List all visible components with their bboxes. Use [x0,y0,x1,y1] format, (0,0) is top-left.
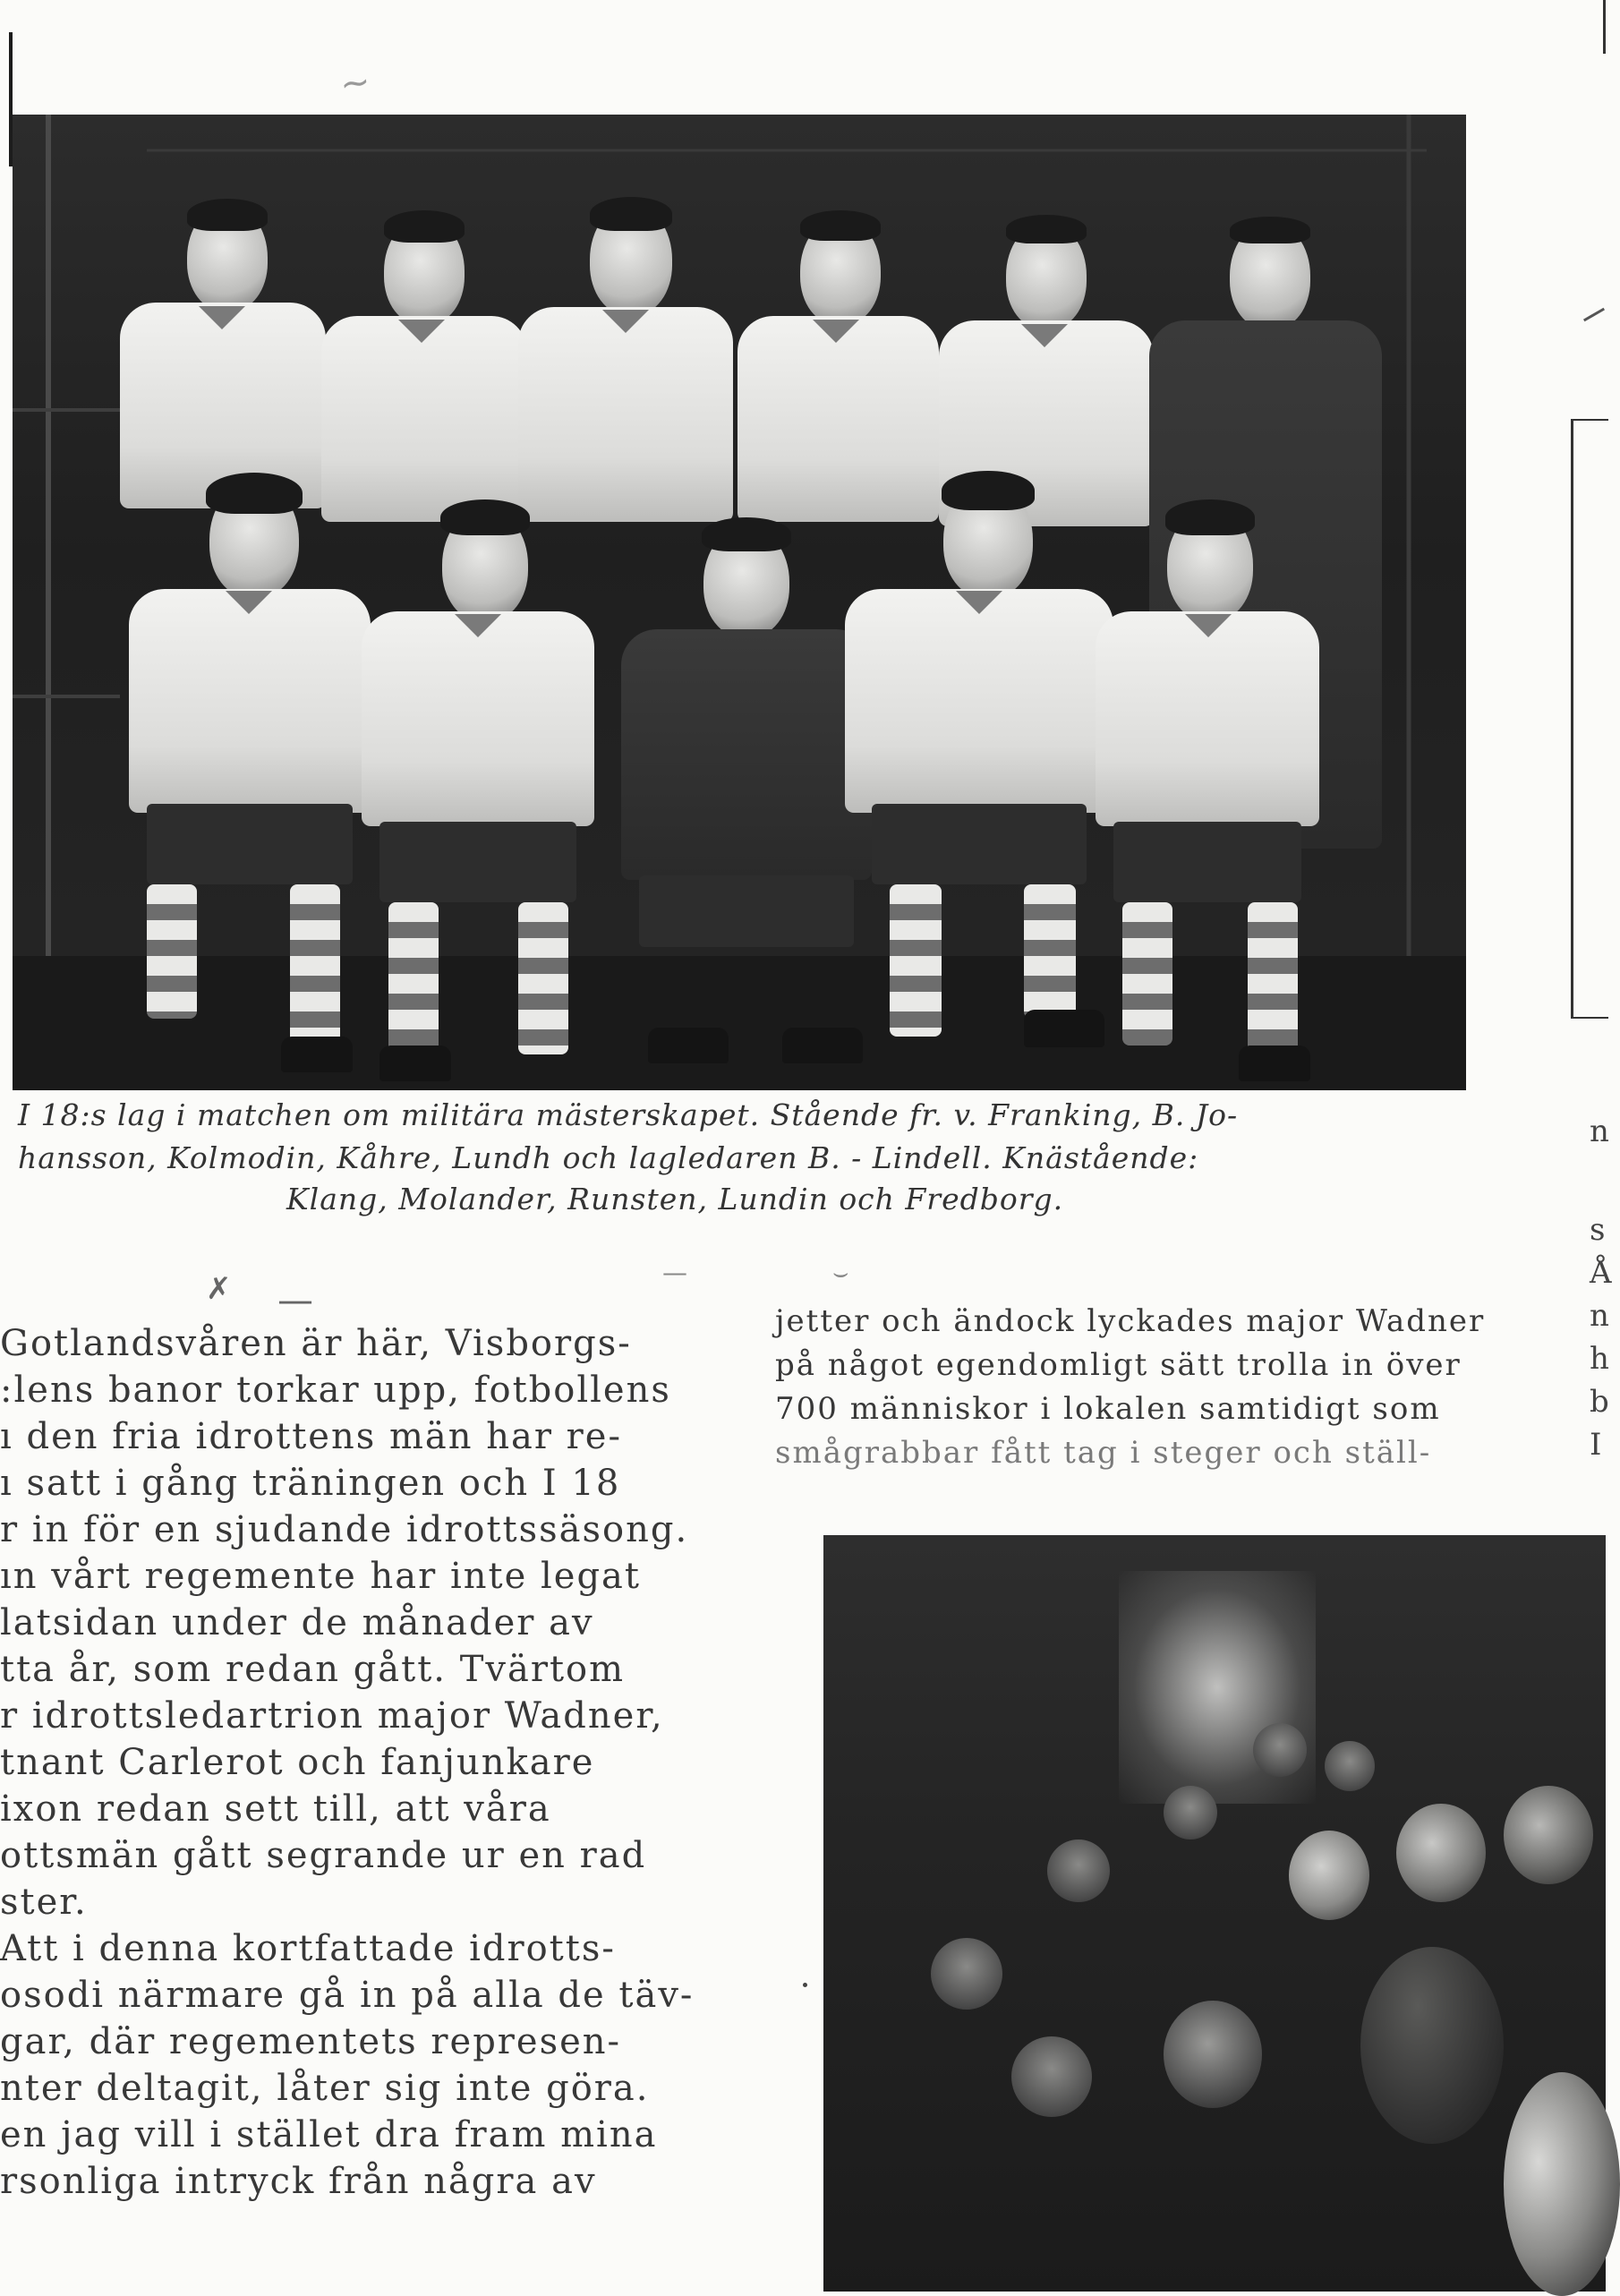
left-line-2: :lens banor torkar upp, fotbollens [0,1370,671,1411]
right-fragment-3: Å [1590,1255,1612,1291]
mid-line-2: på något egendomligt sätt trolla in över [775,1347,1462,1383]
caption-line-1: I 18:s lag i matchen om militära mästerskapet. Stående fr. v. Franking, B. Jo- [18,1097,1239,1132]
caption-line-3: Klang, Molander, Runsten, Lundin och Fredborg. [286,1182,1064,1216]
article-right-column-fragment [1590,1110,1612,1466]
right-edge-box [1571,419,1608,1019]
right-fragment-7: I [1590,1427,1602,1463]
audience-head [1011,2036,1092,2117]
audience-head [1253,1723,1307,1777]
audience-head [1504,1786,1593,1884]
audience-head [1047,1839,1110,1902]
caption-line-2: hansson, Kolmodin, Kåhre, Lundh och lagledaren B. - Lindell. Knästående: [18,1140,1199,1175]
pen-mark-dash: — [277,1280,313,1321]
kneeling-player-4 [845,464,1113,1090]
left-line-18: en jag vill i stället dra fram mina [0,2114,658,2155]
audience-head [931,1938,1002,2010]
audience-head [1396,1804,1486,1902]
kneeling-player-2 [362,491,603,1099]
left-line-10: tnant Carlerot och fanjunkare [0,1742,595,1783]
left-line-7: latsidan under de månader av [0,1602,594,1643]
left-line-6: ın vårt regemente har inte legat [0,1556,641,1597]
left-line-11: ixon redan sett till, att våra [0,1788,551,1830]
left-line-14: Att i denna kortfattade idrotts- [0,1928,616,1969]
left-line-17: nter deltagit, låter sig inte göra. [0,2068,650,2109]
left-line-3: ı den fria idrottens män har re- [0,1416,622,1457]
left-line-8: tta år, som redan gått. Tvärtom [0,1649,626,1690]
right-fragment-4: n [1590,1298,1609,1334]
left-line-12: ottsmän gått segrande ur en rad [0,1835,647,1876]
mid-line-3: 700 människor i lokalen samtidigt som [775,1391,1441,1427]
goalkeeper-kneeling [621,508,872,1090]
right-edge-pen-mark [1583,308,1605,322]
team-photo [13,115,1466,1090]
page-corner-mark [1603,0,1606,54]
left-line-5: r in för en sjudande idrottssäsong. [0,1509,689,1550]
article-middle-column [775,1300,1536,1475]
right-fragment-6: b [1590,1384,1609,1420]
right-fragment-2: s [1590,1212,1606,1248]
left-line-16: gar, där regementets represen- [0,2021,622,2062]
audience-figure-light [1504,2072,1620,2296]
pen-mark-dash-3: ⌣ [832,1258,849,1287]
kneeling-player-5 [1096,491,1328,1099]
pen-mark-dash-2: — [662,1258,687,1287]
speck [803,1983,807,1987]
left-line-15: osodi närmare gå in på alla de täv- [0,1975,695,2016]
left-line-1: Gotlandsvåren är här, Visborgs- [0,1323,632,1364]
left-line-4: ı satt i gång träningen och I 18 [0,1463,621,1504]
audience-photo [823,1535,1606,2292]
audience-head [1164,2001,1262,2108]
right-fragment-5: h [1590,1341,1609,1377]
audience-head [1164,1786,1217,1839]
audience-head [1325,1741,1375,1791]
left-line-13: ster. [0,1882,88,1923]
audience-figure [1360,1947,1504,2144]
audience-head [1289,1831,1369,1920]
faint-pen-mark: ~ [337,60,373,107]
right-fragment-1: n [1590,1114,1609,1149]
kneeling-player-1 [120,464,379,1090]
article-left-column [0,1320,732,2205]
left-line-9: r idrottsledartrion major Wadner, [0,1695,664,1737]
left-line-19: rsonliga intryck från några av [0,2161,597,2202]
mid-line-4: smågrabbar fått tag i steger och ställ- [775,1435,1432,1471]
mid-line-1: jetter och ändock lyckades major Wadner [775,1303,1486,1339]
pen-mark-x: ✗ [206,1271,232,1307]
